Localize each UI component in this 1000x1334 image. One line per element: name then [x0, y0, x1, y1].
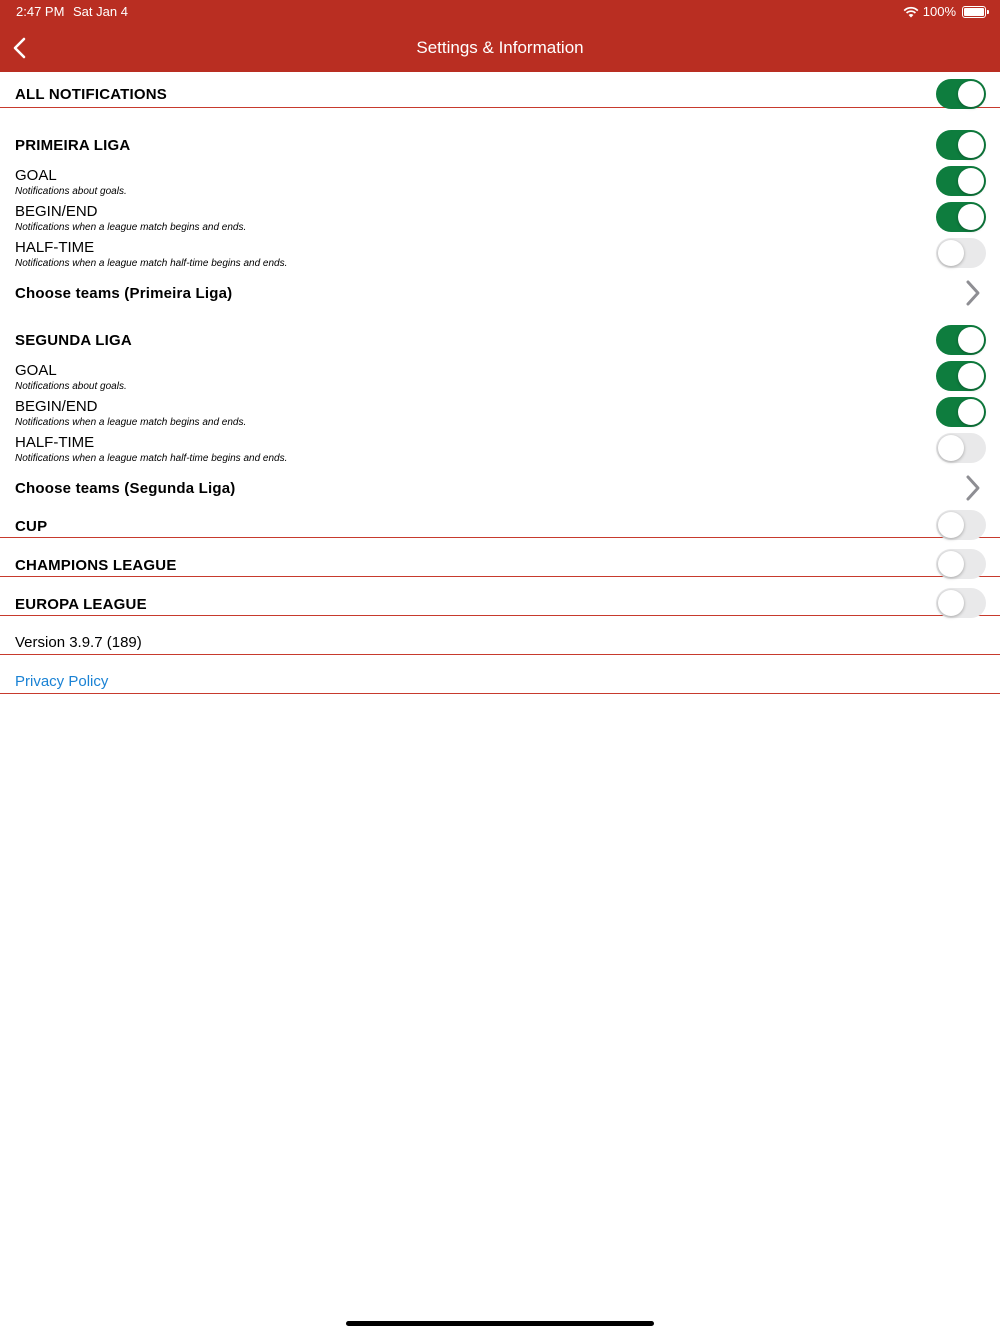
choose-teams-segunda-label: Choose teams (Segunda Liga) — [15, 480, 236, 497]
primeira-goal-row — [0, 164, 1000, 198]
segunda-goal-label: GOAL — [15, 362, 57, 379]
primeira-goal-toggle[interactable] — [936, 166, 986, 196]
toggle-knob — [958, 81, 984, 107]
segunda-half-time-label: HALF-TIME — [15, 434, 95, 451]
version-text: Version 3.9.7 (189) — [15, 634, 142, 651]
toggle-knob — [958, 363, 984, 389]
segunda-half-time-row — [0, 431, 1000, 465]
champions-league-label: CHAMPIONS LEAGUE — [15, 557, 177, 574]
privacy-policy-link[interactable]: Privacy Policy — [15, 673, 109, 690]
version-row — [0, 616, 1000, 655]
toggle-knob — [938, 551, 964, 577]
status-time: 2:47 PM — [16, 4, 65, 19]
primeira-begin-end-description: Notifications when a league match begins and ends. — [15, 222, 247, 233]
primeira-liga-title: PRIMEIRA LIGA — [15, 137, 131, 154]
status-indicators — [903, 4, 986, 19]
champions-league-toggle[interactable] — [936, 549, 986, 579]
segunda-goal-toggle[interactable] — [936, 361, 986, 391]
home-indicator — [346, 1321, 654, 1326]
europa-league-label: EUROPA LEAGUE — [15, 596, 147, 613]
all-notifications-label: ALL NOTIFICATIONS — [15, 86, 168, 103]
segunda-begin-end-description: Notifications when a league match begins and ends. — [15, 417, 247, 428]
segunda-begin-end-label: BEGIN/END — [15, 398, 98, 415]
chevron-right-icon[interactable] — [963, 474, 983, 502]
toggle-knob — [958, 132, 984, 158]
primeira-half-time-description: Notifications when a league match half-time begins and ends. — [15, 258, 288, 269]
privacy-policy-row[interactable] — [0, 655, 1000, 694]
navigation-bar — [0, 0, 1000, 72]
segunda-goal-row — [0, 359, 1000, 393]
toggle-knob — [938, 590, 964, 616]
toggle-knob — [958, 168, 984, 194]
all-notifications-toggle[interactable] — [936, 79, 986, 109]
segunda-goal-description: Notifications about goals. — [15, 381, 127, 392]
europa-league-toggle[interactable] — [936, 588, 986, 618]
cup-toggle[interactable] — [936, 510, 986, 540]
status-date: Sat Jan 4 — [73, 4, 128, 19]
battery-icon — [962, 6, 986, 18]
segunda-liga-toggle[interactable] — [936, 325, 986, 355]
primeira-half-time-row — [0, 236, 1000, 270]
primeira-goal-label: GOAL — [15, 167, 57, 184]
toggle-knob — [938, 512, 964, 538]
toggle-knob — [958, 399, 984, 425]
choose-teams-primeira-label: Choose teams (Primeira Liga) — [15, 285, 233, 302]
primeira-liga-row — [0, 128, 1000, 162]
toggle-knob — [958, 204, 984, 230]
cup-row — [0, 508, 1000, 538]
segunda-liga-title: SEGUNDA LIGA — [15, 332, 132, 349]
all-notifications-row — [0, 72, 1000, 108]
segunda-begin-end-toggle[interactable] — [936, 397, 986, 427]
toggle-knob — [938, 240, 964, 266]
primeira-goal-description: Notifications about goals. — [15, 186, 127, 197]
segunda-begin-end-row — [0, 395, 1000, 429]
toggle-knob — [938, 435, 964, 461]
wifi-icon — [903, 6, 919, 18]
page-title: Settings & Information — [416, 38, 584, 57]
champions-league-row — [0, 538, 1000, 577]
choose-teams-primeira-row[interactable] — [0, 276, 1000, 310]
choose-teams-segunda-row[interactable] — [0, 471, 1000, 505]
segunda-liga-row — [0, 323, 1000, 357]
cup-label: CUP — [15, 518, 48, 535]
primeira-half-time-label: HALF-TIME — [15, 239, 95, 256]
primeira-liga-toggle[interactable] — [936, 130, 986, 160]
segunda-half-time-description: Notifications when a league match half-time begins and ends. — [15, 453, 288, 464]
europa-league-row — [0, 577, 1000, 616]
primeira-begin-end-row — [0, 200, 1000, 234]
chevron-right-icon[interactable] — [963, 279, 983, 307]
battery-percent: 100% — [922, 4, 956, 19]
primeira-begin-end-label: BEGIN/END — [15, 203, 98, 220]
primeira-begin-end-toggle[interactable] — [936, 202, 986, 232]
segunda-half-time-toggle[interactable] — [936, 433, 986, 463]
primeira-half-time-toggle[interactable] — [936, 238, 986, 268]
toggle-knob — [958, 327, 984, 353]
